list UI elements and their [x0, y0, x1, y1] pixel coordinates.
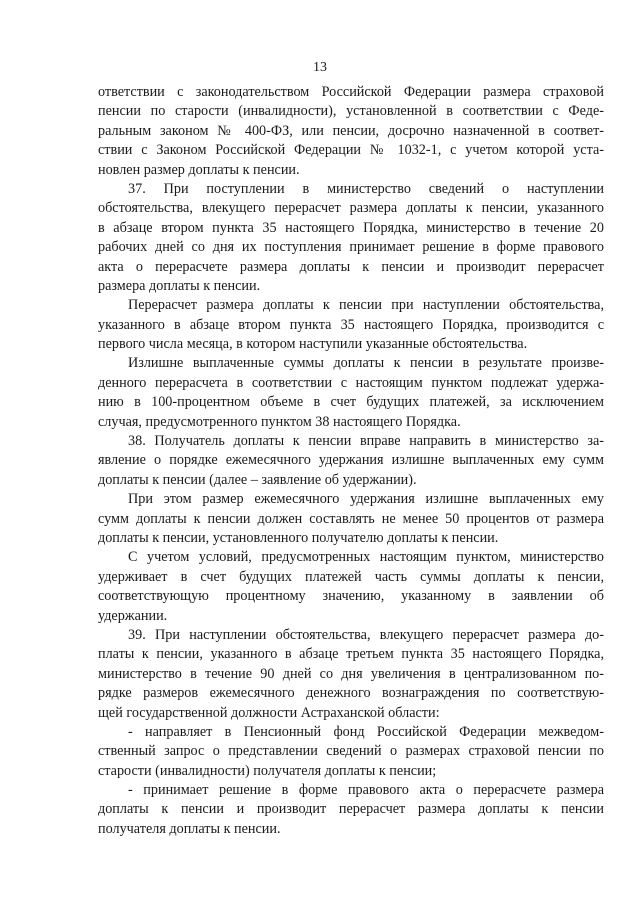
text-line: - принимает решение в форме правового акта о перерасчете размера [128, 782, 604, 799]
text-line: нию в 100-процентном объеме в счет будущих платежей, за исключением [98, 394, 604, 411]
text-line: доплаты к пенсии и производит перерасчет размера доплаты к пенсии [98, 801, 604, 818]
text-line: Излишне выплаченные суммы доплаты к пенсии в результате произве- [128, 355, 604, 372]
text-line: удерживает в счет будущих платежей часть суммы доплаты к пенсии, [98, 568, 604, 585]
text-line: 39. При наступлении обстоятельства, влекущего перерасчет размера до- [128, 626, 604, 643]
text-line: новлен размер доплаты к пенсии. [98, 161, 300, 178]
text-line: соответствующую процентному значению, указанному в заявлении об [98, 588, 604, 605]
document-body [98, 83, 604, 839]
text-line: старости (инвалидности) получателя доплаты к пенсии; [98, 762, 437, 779]
text-line: ственный запрос о представлении сведений о размерах страховой пенсии по [98, 743, 604, 760]
text-line: обстоятельства, влекущего перерасчет размера доплаты к пенсии, указанного [98, 200, 604, 217]
text-line: получателя доплаты к пенсии. [98, 820, 281, 837]
text-line: денного перерасчета в соответствии с настоящим пунктом подлежат удержа- [98, 374, 604, 391]
text-line: акта о перерасчете размера доплаты к пенсии и производит перерасчет [98, 258, 604, 275]
page-number: 13 [313, 60, 327, 75]
text-line: доплаты к пенсии (далее – заявление об удержании). [98, 471, 417, 488]
text-line: министерство в течение 90 дней со дня увеличения в централизованном по- [98, 665, 604, 682]
text-line: ральным законом № 400-ФЗ, или пенсии, досрочно назначенной в соответ- [98, 122, 604, 139]
text-line: сумм доплаты к пенсии должен составлять не менее 50 процентов от размера [98, 510, 604, 527]
text-line: ствии с Законом Российской Федерации № 1032-1, с учетом которой уста- [98, 142, 604, 159]
text-line: рядке размеров ежемесячного денежного вознаграждения по соответствую- [98, 685, 604, 702]
text-line: Перерасчет размера доплаты к пенсии при наступлении обстоятельства, [128, 297, 604, 314]
text-line: указанного в абзаце втором пункта 35 настоящего Порядка, производится с [98, 316, 604, 333]
text-line: доплаты к пенсии, установленного получателю доплаты к пенсии. [98, 529, 499, 546]
text-line: 38. Получатель доплаты к пенсии вправе направить в министерство за- [128, 433, 604, 450]
text-line: ответствии с законодательством Российской Федерации размера страховой [98, 84, 604, 100]
text-line: - направляет в Пенсионный фонд Российской Федерации межведом- [128, 723, 604, 740]
text-line: С учетом условий, предусмотренных настоящим пунктом, министерство [128, 549, 604, 566]
text-line: случая, предусмотренного пунктом 38 настоящего Порядка. [98, 413, 461, 430]
text-line: пенсии по старости (инвалидности), установленной в соответствии с Феде- [98, 103, 604, 120]
text-line: При этом размер ежемесячного удержания излишне выплаченных ему [128, 491, 604, 508]
text-line: удержании. [98, 607, 168, 624]
text-line: в абзаце втором пункта 35 настоящего Порядка, министерство в течение 20 [98, 219, 604, 236]
text-line: размера доплаты к пенсии. [98, 277, 261, 294]
text-line: 37. При поступлении в министерство сведений о наступлении [128, 180, 604, 197]
text-line: явление о порядке ежемесячного удержания излишне выплаченных ему сумм [98, 452, 604, 469]
text-line: первого числа месяца, в котором наступили указанные обстоятельства. [98, 336, 528, 353]
text-line: щей государственной должности Астраханской области: [98, 704, 440, 721]
text-line: платы к пенсии, указанного в абзаце третьем пункта 35 настоящего Порядка, [98, 646, 604, 663]
text-line: рабочих дней со дня их поступления принимает решение в форме правового [98, 239, 604, 256]
